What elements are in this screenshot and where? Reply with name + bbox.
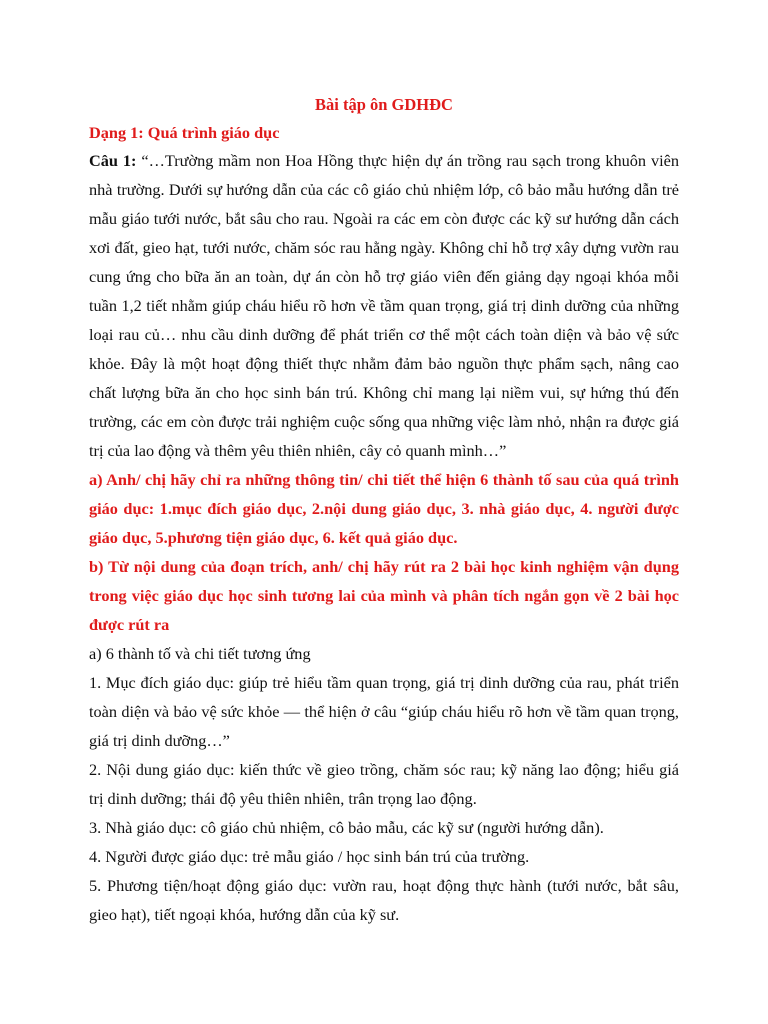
question-label: Câu 1: [89, 151, 137, 170]
document-title: Bài tập ôn GDHĐC [315, 95, 453, 114]
task-b: b) Từ nội dung của đoạn trích, anh/ chị hãy rút ra 2 bài học kinh nghiệm vận dụng trong việc giáo dục học sinh tương lai của mình và phân tích ngắn gọn về 2 bài học được rút ra [89, 557, 679, 634]
answer-item-1: 1. Mục đích giáo dục: giúp trẻ hiểu tầm quan trọng, giá trị dinh dưỡng của rau, phát triển toàn diện và bảo vệ sức khỏe — thể hiện ở câu “giúp cháu hiểu rõ hơn về tầm quan trọng, giá trị dinh dưỡng…” [89, 673, 679, 750]
answer-item-2: 2. Nội dung giáo dục: kiến thức về gieo trồng, chăm sóc rau; kỹ năng lao động; hiểu giá trị dinh dưỡng; thái độ yêu thiên nhiên, trân trọng lao động. [89, 760, 679, 808]
answer-heading: a) 6 thành tố và chi tiết tương ứng [89, 644, 311, 663]
section-heading: Dạng 1: Quá trình giáo dục [89, 123, 280, 142]
document-content [89, 92, 679, 929]
task-a: a) Anh/ chị hãy chỉ ra những thông tin/ chi tiết thể hiện 6 thành tố sau của quá trình giáo dục: 1.mục đích giáo dục, 2.nội dung giáo dục, 3. nhà giáo dục, 4. người được giáo dục, 5.phương tiện giáo dục, 6. kết quả giáo dục. [89, 470, 679, 547]
answer-item-5: 5. Phương tiện/hoạt động giáo dục: vườn rau, hoạt động thực hành (tưới nước, bắt sâu, gieo hạt), tiết ngoại khóa, hướng dẫn của kỹ sư. [89, 876, 679, 924]
answer-item-3: 3. Nhà giáo dục: cô giáo chủ nhiệm, cô bảo mẫu, các kỹ sư (người hướng dẫn). [89, 818, 604, 837]
question-text: “…Trường mầm non Hoa Hồng thực hiện dự án trồng rau sạch trong khuôn viên nhà trường. Dưới sự hướng dẫn của các cô giáo chủ nhiệm lớp, cô bảo mẫu hướng dẫn trẻ mẫu giáo tưới nước, bắt sâu cho rau. Ngoài ra các em còn được các kỹ sư hướng dẫn cách xơi đất, gieo hạt, tưới nước, chăm sóc rau hằng ngày. Không chỉ hỗ trợ xây dựng vườn rau cung ứng cho bữa ăn an toàn, dự án còn hỗ trợ giáo viên đến giảng dạy ngoại khóa mỗi tuần 1,2 tiết nhằm giúp cháu hiểu rõ hơn về tầm quan trọng, giá trị dinh dưỡng của những loại rau củ… nhu cầu dinh dưỡng để phát triển cơ thể một cách toàn diện và bảo vệ sức khỏe. Đây là một hoạt động thiết thực nhằm đảm bảo nguồn thực phẩm sạch, nâng cao chất lượng bữa ăn cho học sinh bán trú. Không chỉ mang lại niềm vui, sự hứng thú đến trường, các em còn được trải nghiệm cuộc sống qua những việc làm nhỏ, nhận ra được giá trị của lao động và thêm yêu thiên nhiên, cây cỏ quanh mình…” [89, 151, 679, 460]
answer-item-4: 4. Người được giáo dục: trẻ mẫu giáo / học sinh bán trú của trường. [89, 847, 530, 866]
question-paragraph [89, 146, 679, 465]
